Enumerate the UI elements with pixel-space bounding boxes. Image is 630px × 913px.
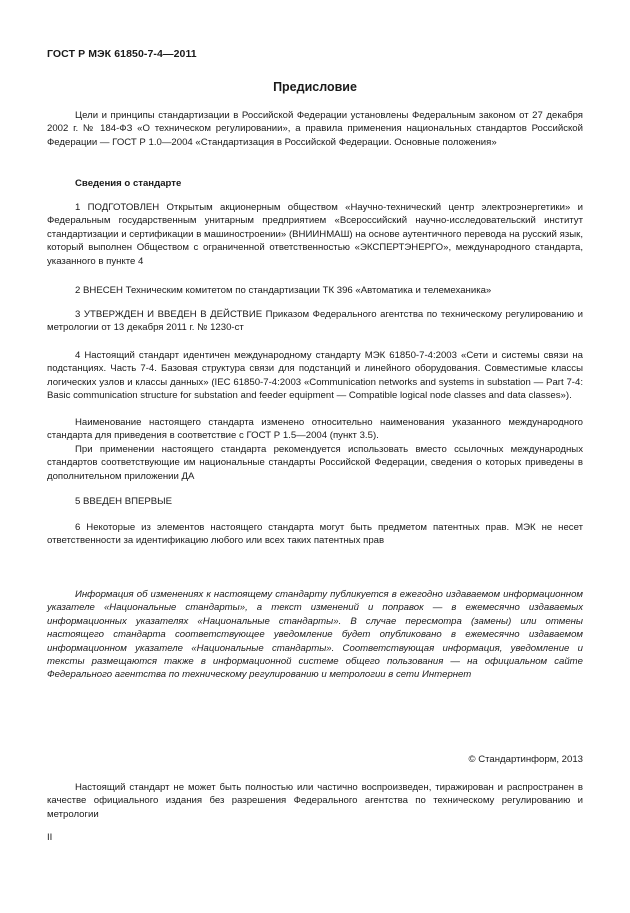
page-number: II [47, 832, 53, 843]
intro-paragraph: Цели и принципы стандартизации в Российской Федерации установлены Федеральным законом от 27 декабря 2002 г. № 184-ФЗ «О техническом регулировании», а правила применения национальных стандартов Российской Федерации — ГОСТ Р 1.0—2004 «Стандартизация в Российской Федерации. Основные положения» [47, 110, 583, 148]
item-4-note-references: При применении настоящего стандарта рекомендуется использовать вместо ссылочных международных стандартов соответствующие им национальные стандарты Российской Федерации, сведения о которых приведены в дополнительном приложении ДА [47, 444, 583, 482]
item-3-approved: 3 УТВЕРЖДЕН И ВВЕДЕН В ДЕЙСТВИЕ Приказом Федерального агентства по техническому регулированию и метрологии от 13 декабря 2011 г. № 1230-ст [47, 309, 583, 334]
standard-code-header: ГОСТ Р МЭК 61850-7-4—2011 [47, 48, 197, 60]
item-2-introduced: 2 ВНЕСЕН Техническим комитетом по стандартизации ТК 396 «Автоматика и телемеханика» [75, 285, 492, 296]
page-title: Предисловие [273, 80, 357, 94]
information-notice: Информация об изменениях к настоящему стандарту публикуется в ежегодно издаваемом информационном указателе «Национальные стандарты», а текст изменений и поправок — в ежемесячно издаваемых информационных указателях «Национальные стандарты». В случае пересмотра (замены) или отмены настоящего стандарта соответствующее уведомление будет опубликовано в ежемесячно издаваемом информационном указателе «Национальные стандарты». Соответствующая информация, уведомление и тексты размещаются также в информационной системе общего пользования — на официальном сайте Федерального агентства по техническому регулированию и метрологии в сети Интернет [47, 589, 583, 681]
copyright-notice: © Стандартинформ, 2013 [468, 754, 583, 765]
item-4-note-name-change: Наименование настоящего стандарта изменено относительно наименования указанного международного стандарта для приведения в соответствие с ГОСТ Р 1.5—2004 (пункт 3.5). [47, 417, 583, 442]
item-1-prepared: 1 ПОДГОТОВЛЕН Открытым акционерным обществом «Научно-технический центр электроэнергетики» и Федеральным государственным унитарным предприятием «Всероссийский научно-исследовательский институт стандартизации и сертификации в машиностроении» (ВНИИНМАШ) на основе аутентичного перевода на русский язык, который выполнен Обществом с ограниченной ответственностью «ЭКСПЕРТЭНЕРГО», международного стандарта, указанного в пункте 4 [47, 202, 583, 267]
section-subheading: Сведения о стандарте [75, 178, 182, 189]
item-6-patent-rights: 6 Некоторые из элементов настоящего стандарта могут быть предметом патентных прав. МЭК не несет ответственности за идентификацию любого или всех таких патентных прав [47, 522, 583, 547]
item-5-first-introduced: 5 ВВЕДЕН ВПЕРВЫЕ [75, 496, 173, 507]
item-4-identical: 4 Настоящий стандарт идентичен международному стандарту МЭК 61850-7-4:2003 «Сети и системы связи на подстанциях. Часть 7-4. Базовая структура связи для подстанций и линейного оборудования. Совместимые классы логических узлов и классы данных» (IEC 61850-7-4:2003 «Communication networks and systems in substation — Part 7-4: Basic communication structure for substation and feeder equipment — Compatible logical node classes and data classes»). [47, 350, 583, 402]
reproduction-notice: Настоящий стандарт не может быть полностью или частично воспроизведен, тиражирован и распространен в качестве официального издания без разрешения Федерального агентства по техническому регулированию и метрологии [47, 782, 583, 820]
